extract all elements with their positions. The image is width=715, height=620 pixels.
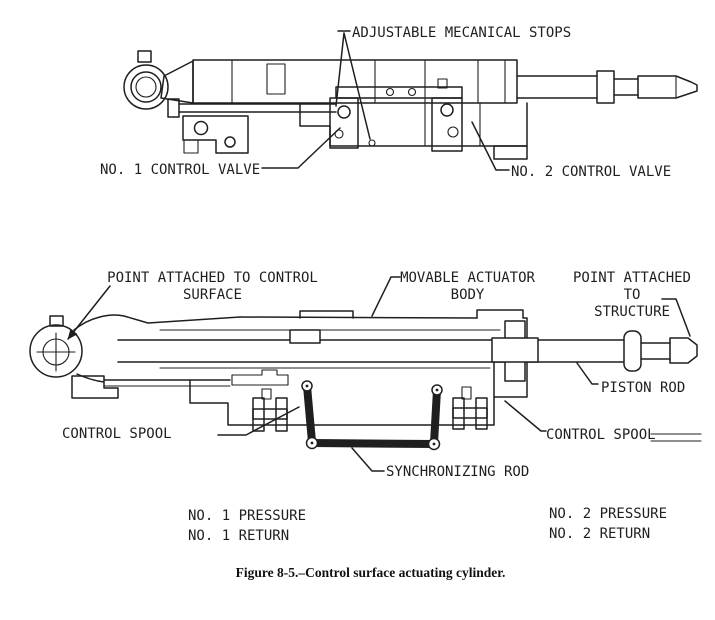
figure-caption: Figure 8-5.–Control surface actuating cylinder. (235, 565, 506, 580)
port-label-no2-return: NO. 2 RETURN (549, 526, 651, 542)
callout-line: MOVABLE ACTUATOR (400, 270, 535, 286)
callout-piston-rod: PISTON ROD (601, 380, 686, 396)
callout-synchronizing-rod: SYNCHRONIZING ROD (386, 464, 530, 480)
callout-adjustable-mechanical-stops: ADJUSTABLE MECANICAL STOPS (352, 25, 572, 41)
callout-control-spool-right: CONTROL SPOOL (546, 427, 656, 443)
callout-line: POINT ATTACHED TO (572, 270, 691, 303)
callout-point-attached-to-structure (562, 270, 702, 321)
callout-line: POINT ATTACHED TO CONTROL (107, 270, 318, 286)
port-label-no1-pressure: NO. 1 PRESSURE (188, 508, 307, 524)
callout-movable-actuator-body (400, 270, 535, 304)
top-view-actuator-drawing (124, 51, 697, 159)
port-label-no2-pressure: NO. 2 PRESSURE (549, 506, 668, 522)
callout-line: STRUCTURE (594, 304, 670, 320)
callout-no1-control-valve: NO. 1 CONTROL VALVE (100, 162, 261, 178)
callout-no2-control-valve: NO. 2 CONTROL VALVE (511, 164, 672, 180)
callout-control-spool-left: CONTROL SPOOL (62, 426, 172, 442)
callout-point-attached-to-control-surface (105, 270, 320, 304)
top-view-leader-lines (262, 31, 509, 170)
callout-line: SURFACE (182, 287, 242, 303)
port-label-no1-return: NO. 1 RETURN (188, 528, 290, 544)
callout-line: BODY (450, 287, 485, 303)
